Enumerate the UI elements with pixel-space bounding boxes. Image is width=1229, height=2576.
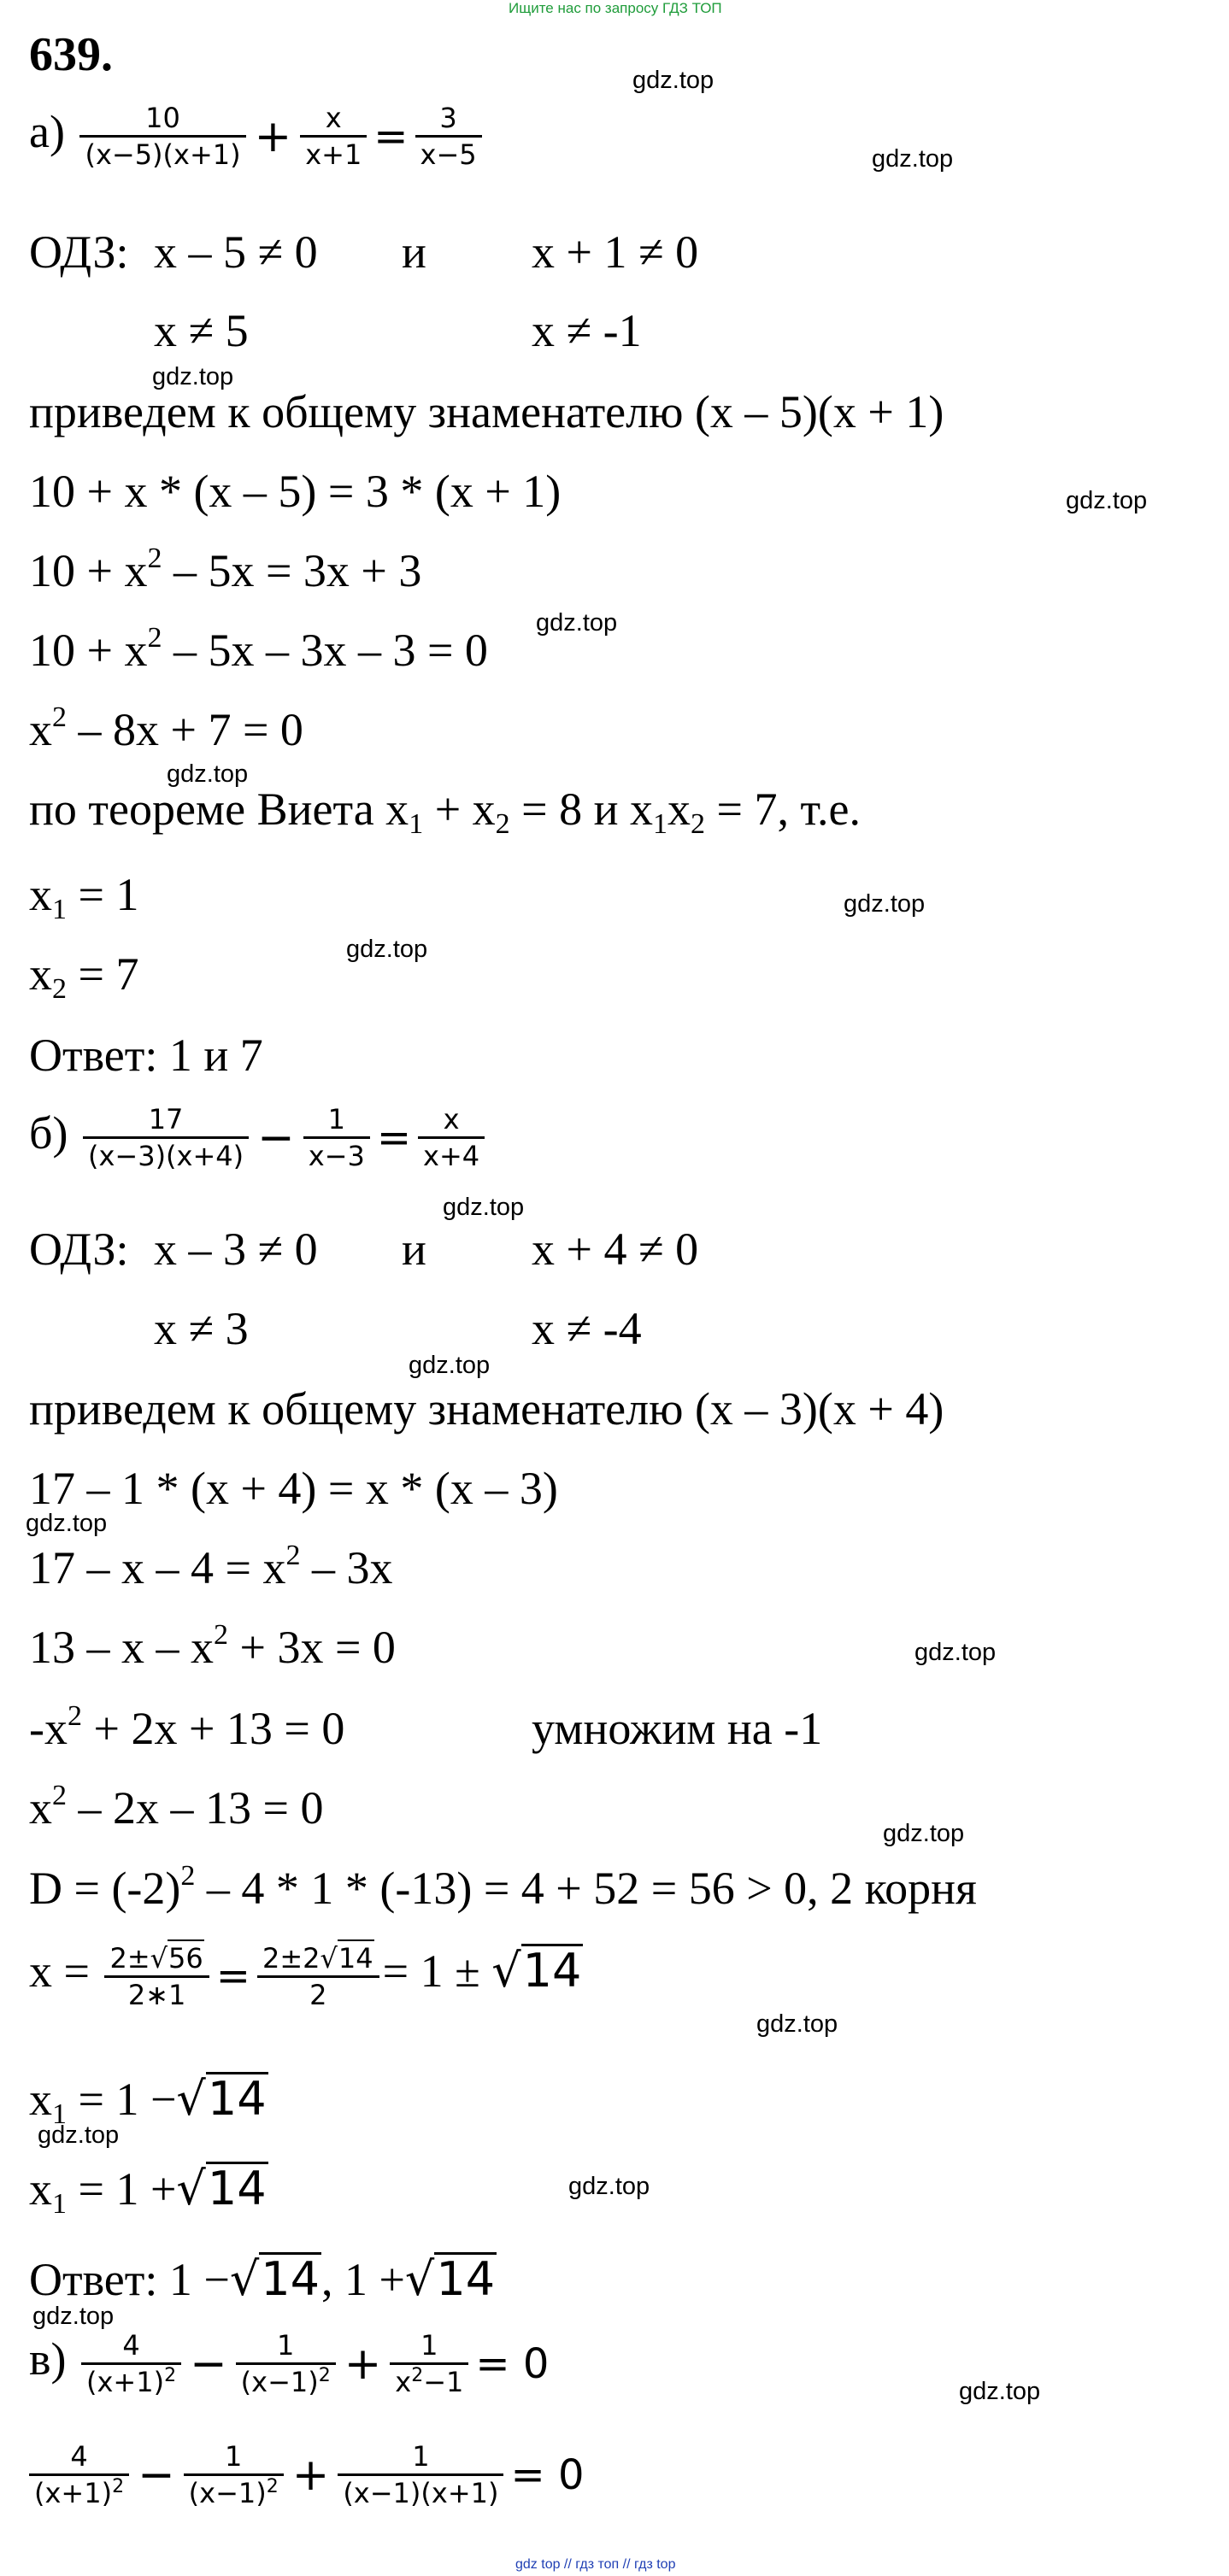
watermark: gdz.top xyxy=(959,2378,1041,2405)
bottom-site-note: gdz top // гдз топ // гдз top xyxy=(515,2557,676,2572)
watermark: gdz.top xyxy=(844,890,926,918)
odz-right: x + 4 ≠ 0 xyxy=(532,1223,699,1275)
watermark: gdz.top xyxy=(872,145,954,173)
odz-label: ОДЗ: xyxy=(29,1223,129,1275)
top-search-note: Ищите нас по запросу ГДЗ ТОП xyxy=(509,0,722,16)
odz-right-result: x ≠ -1 xyxy=(532,305,642,356)
equation-step: $13 - x - x^2 + 3x = 0$ xyxy=(29,1619,396,1673)
answer-a: Ответ: 1 и 7 xyxy=(29,1030,263,1081)
equation-step: $x^2 - 8x + 7 = 0$ xyxy=(29,701,303,755)
fraction: $\frac{4}{(x+1)^2}$ xyxy=(29,2439,129,2510)
odz-right-result: x ≠ -4 xyxy=(532,1303,642,1354)
problem-number: 639. xyxy=(29,28,113,81)
part-c-equation-rewritten: $\frac{4}{(x+1)^2}$ − $\frac{1}{(x-1)^2}$ + $\frac{1}{(x-1)(x+1)}$ = 0 xyxy=(26,2439,587,2510)
equation-step: $x^2 - 2x - 13 = 0$ xyxy=(29,1780,324,1834)
odz-right: x + 1 ≠ 0 xyxy=(532,226,699,278)
equation-step: $10 + x^2 - 5x - 3x - 3 = 0$ xyxy=(29,622,488,676)
sqrt-icon: √14 xyxy=(176,2162,267,2215)
discriminant-line: $D = (-2)^2 - 4 * 1 * (-13) = 4 + 52 = 56 > 0$, 2 корня xyxy=(29,1860,977,1914)
part-c-equation: в) $\frac{4}{(x+1)^2}$ − $\frac{1}{(x-1)^2}$ + $\frac{1}{x^2-1}$ = 0 xyxy=(29,2329,550,2398)
fraction: $\frac{x}{x+4}$ xyxy=(418,1102,485,1173)
part-b-equation: б) $\frac{17}{(x-3)(x+4)}$ − $\frac{1}{x-3}$ = $\frac{x}{x+4}$ xyxy=(29,1102,488,1173)
multiply-note: умножим на -1 xyxy=(532,1703,823,1754)
fraction: $\frac{17}{(x-3)(x+4)}$ xyxy=(83,1102,249,1173)
equation-step: $-x^2 + 2x + 13 = 0$ xyxy=(29,1700,345,1754)
root-x1: $x_1 = 1$ xyxy=(29,869,139,925)
fraction: $\frac{2\pm 2√14}{2}$ xyxy=(257,1939,379,2012)
equation-step: 10 + x * (x – 5) = 3 * (x + 1) xyxy=(29,466,562,517)
watermark: gdz.top xyxy=(346,936,428,963)
watermark: gdz.top xyxy=(409,1352,491,1379)
watermark: gdz.top xyxy=(883,1820,965,1847)
common-denominator-line: приведем к общему знаменателю (x – 3)(x + 4) xyxy=(29,1383,944,1435)
odz-label: ОДЗ: xyxy=(29,226,129,278)
watermark: gdz.top xyxy=(38,2121,120,2149)
sqrt-icon: √14 xyxy=(176,2072,267,2126)
fraction: $\frac{1}{x^2-1}$ xyxy=(390,2328,468,2399)
common-denominator-line: приведем к общему знаменателю (x – 5)(x + 1) xyxy=(29,386,944,437)
sqrt-icon: √14 xyxy=(491,1943,582,1998)
fraction: $\frac{10}{(x-5)(x+1)}$ xyxy=(79,101,245,172)
watermark: gdz.top xyxy=(536,609,618,637)
vieta-line: по теореме Виета $x_1 + x_2 = 8$ и $x_1x_2 = 7$, т.е. xyxy=(29,783,861,840)
odz-and: и xyxy=(402,1223,426,1275)
sqrt-icon: √14 xyxy=(404,2252,496,2306)
fraction: $\frac{1}{(x-1)^2}$ xyxy=(236,2328,336,2399)
root-x1: $x_1 = 1 -√14$ xyxy=(29,2072,267,2130)
watermark: gdz.top xyxy=(632,67,714,94)
fraction: $\frac{4}{(x+1)^2}$ xyxy=(81,2328,181,2399)
equation-step: $10 + x^2 - 5x = 3x + 3$ xyxy=(29,543,422,596)
odz-left: x – 3 ≠ 0 xyxy=(154,1223,318,1275)
equation-step: $17 - x - 4 = x^2 - 3x$ xyxy=(29,1540,393,1593)
odz-left-result: x ≠ 3 xyxy=(154,1303,249,1354)
part-label: в) xyxy=(29,2332,67,2385)
watermark: gdz.top xyxy=(443,1194,525,1221)
fraction: $\frac{1}{x-3}$ xyxy=(303,1102,370,1173)
sqrt-icon: √56 xyxy=(150,1939,204,1975)
fraction: $\frac{2\pm√56}{2∗1}$ xyxy=(104,1939,209,2012)
watermark: gdz.top xyxy=(756,2010,838,2038)
watermark: gdz.top xyxy=(1066,487,1148,514)
watermark: gdz.top xyxy=(152,363,234,390)
part-label: а) xyxy=(29,105,65,157)
watermark: gdz.top xyxy=(26,1510,108,1537)
root-x2: $x_1 = 1 +√14$ xyxy=(29,2162,267,2220)
equation-step: 17 – 1 * (x + 4) = x * (x – 3) xyxy=(29,1463,558,1514)
roots-formula: x = $\frac{2\pm√56}{2∗1}$ = $\frac{2\pm 2√14}{2}$ = 1 ± √14 xyxy=(29,1939,583,2012)
answer-b: Ответ: 1 −√14, 1 +√14 xyxy=(29,2252,496,2306)
fraction: $\frac{1}{(x-1)(x+1)}$ xyxy=(338,2439,503,2510)
sqrt-icon: √14 xyxy=(320,1939,374,1975)
part-a-equation: а) $\frac{10}{(x-5)(x+1)}$ + $\frac{x}{x+1}$ = $\frac{3}{x-5}$ xyxy=(29,101,485,172)
part-label: б) xyxy=(29,1106,68,1159)
fraction: $\frac{x}{x+1}$ xyxy=(300,101,367,172)
fraction: $\frac{3}{x-5}$ xyxy=(415,101,482,172)
sqrt-icon: √14 xyxy=(229,2252,320,2306)
watermark: gdz.top xyxy=(568,2173,650,2200)
watermark: gdz.top xyxy=(167,760,249,788)
odz-left-result: x ≠ 5 xyxy=(154,305,249,356)
root-x2: $x_2 = 7$ xyxy=(29,948,139,1005)
odz-left: x – 5 ≠ 0 xyxy=(154,226,318,278)
watermark: gdz.top xyxy=(914,1639,997,1666)
fraction: $\frac{1}{(x-1)^2}$ xyxy=(184,2439,284,2510)
watermark: gdz.top xyxy=(32,2303,115,2330)
odz-and: и xyxy=(402,226,426,278)
